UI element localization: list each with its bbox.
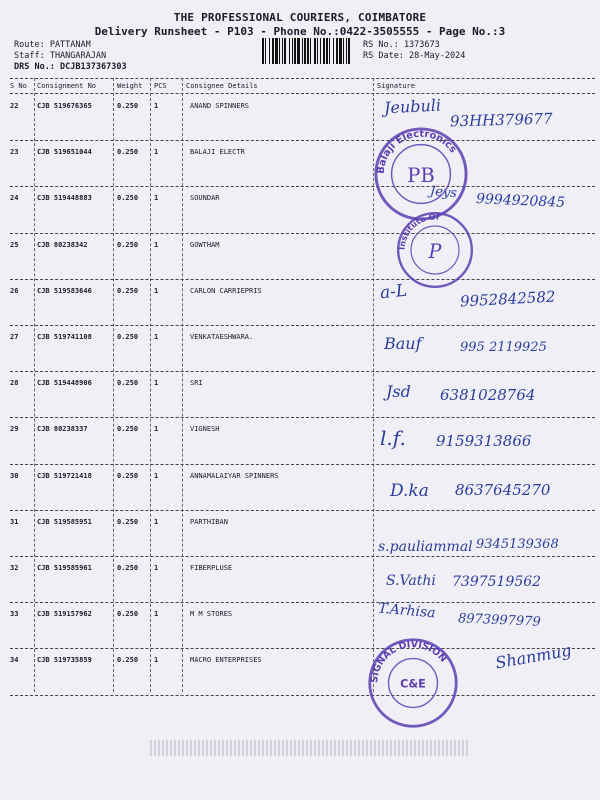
row-divider (10, 325, 595, 326)
row-consignee: SOUNDAR (190, 194, 220, 203)
col-consignee-header: Consignee Details (186, 82, 258, 90)
row-pcs: 1 (154, 425, 159, 434)
row-sno: 22 (10, 102, 19, 110)
handwritten-phone: 8637645270 (455, 480, 551, 499)
row-pcs: 1 (154, 333, 159, 341)
barcode-bar (272, 38, 274, 64)
row-consignee: ANNAMALAIYAR SPINNERS (190, 471, 279, 480)
barcode-bar (297, 38, 300, 64)
signal-division-stamp (366, 636, 460, 730)
row-consignee: SRI (190, 379, 203, 388)
row-weight: 0.250 (117, 194, 139, 203)
row-sno: 27 (10, 333, 19, 341)
row-weight: 0.250 (117, 610, 139, 619)
barcode-bar (320, 38, 321, 64)
row-pcs: 1 (154, 517, 159, 526)
row-pcs: 1 (154, 610, 159, 619)
barcode-bar (269, 38, 270, 64)
row-consignment-no: CJB 519583646 (37, 286, 92, 295)
row-divider (10, 510, 595, 511)
barcode-bar (343, 38, 344, 64)
row-sno: 33 (10, 610, 19, 619)
handwritten-phone: 93HH379677 (449, 109, 553, 131)
barcode-bar (284, 38, 286, 64)
row-divider (10, 602, 595, 603)
handwritten-signature: Jeubuli (383, 95, 442, 118)
row-sno: 28 (10, 379, 19, 388)
row-consignee: PARTHIBAN (190, 517, 228, 526)
route-label: Route: PATTANAM (14, 40, 91, 50)
handwritten-phone: 9159313866 (436, 432, 532, 451)
row-consignment-no: CJB 519676365 (37, 102, 92, 110)
row-divider (10, 371, 595, 372)
row-divider (10, 233, 595, 234)
barcode-bar (282, 38, 283, 64)
row-divider (10, 140, 595, 141)
header-top-rule (10, 78, 595, 79)
barcode-bar (262, 38, 264, 64)
row-consignee: M M STORES (190, 610, 233, 619)
bleed-through-barcode (150, 740, 470, 756)
company-title: THE PROFESSIONAL COURIERS, COIMBATORE (173, 11, 427, 24)
barcode (262, 38, 350, 64)
row-consignment-no: CJB 519585951 (37, 517, 92, 526)
handwritten-signature: D.ka (390, 480, 429, 501)
row-weight: 0.250 (117, 471, 139, 480)
row-pcs: 1 (154, 379, 159, 388)
row-consignment-no: CJB 519448883 (37, 194, 92, 203)
col-pcs-header: PCS (154, 82, 167, 90)
row-pcs: 1 (154, 240, 159, 249)
col-consignment-header: Consignment No (37, 82, 97, 90)
stamp-ring-text: SIGNAL DIVISION (369, 639, 449, 684)
barcode-bar (323, 38, 325, 64)
row-consignment-no: CJB 519721418 (37, 471, 92, 480)
col-signature-header: Signature (377, 82, 415, 90)
row-consignment-no: CJB 519651044 (37, 148, 92, 157)
handwritten-signature: s.pauliammal (378, 538, 473, 555)
row-weight: 0.250 (117, 102, 139, 110)
row-weight: 0.250 (117, 333, 139, 341)
barcode-bar (292, 38, 293, 64)
row-pcs: 1 (154, 102, 159, 110)
barcode-bar (310, 38, 311, 64)
row-divider (10, 186, 595, 187)
row-sno: 26 (10, 286, 19, 295)
row-weight: 0.250 (117, 148, 139, 157)
col-divider (182, 78, 183, 692)
rs-date: RS Date: 28-May-2024 (363, 51, 466, 61)
barcode-bar (265, 38, 266, 64)
row-consignment-no: CJB 519735859 (37, 656, 92, 665)
col-divider (34, 78, 35, 692)
row-pcs: 1 (154, 286, 159, 295)
row-consignment-no: CJB 80238337 (37, 425, 88, 434)
handwritten-phone: 9345139368 (476, 536, 559, 552)
barcode-bar (336, 38, 338, 64)
col-divider (150, 78, 151, 692)
col-sno-header: S No (10, 82, 27, 90)
row-sno: 25 (10, 240, 19, 249)
row-consignee: VENKATAESHWARA. (190, 333, 254, 341)
row-pcs: 1 (154, 471, 159, 480)
handwritten-phone: 7397519562 (452, 574, 542, 590)
barcode-bar (348, 38, 350, 64)
barcode-bar (346, 38, 347, 64)
stamp-ring-text: Balaji Electronics (375, 128, 459, 175)
barcode-bar (294, 38, 296, 64)
runsheet-title: Delivery Runsheet - P103 - Phone No.:0422-3505555 - Page No.:3 (94, 25, 506, 38)
barcode-bar (307, 38, 309, 64)
row-sno: 24 (10, 194, 19, 203)
row-divider (10, 648, 595, 649)
barcode-bar (275, 38, 278, 64)
handwritten-signature: Jeys (429, 184, 458, 202)
handwritten-signature: l.f. (380, 426, 406, 451)
row-consignment-no: CJB 80238342 (37, 240, 88, 249)
barcode-bar (289, 38, 290, 64)
row-weight: 0.250 (117, 240, 139, 249)
row-consignee: FIBERPLUSE (190, 564, 233, 572)
col-divider (113, 78, 114, 692)
row-consignment-no: CJB 519741108 (37, 333, 92, 341)
row-sno: 30 (10, 471, 19, 480)
row-consignment-no: CJB 519157962 (37, 610, 92, 619)
row-divider (10, 556, 595, 557)
barcode-bar (329, 38, 330, 64)
handwritten-signature: a-L (379, 280, 409, 304)
row-consignee: GOWTHAM (190, 240, 220, 249)
handwritten-signature: S.Vathi (386, 573, 436, 589)
row-pcs: 1 (154, 656, 159, 665)
handwritten-signature: Bauf (384, 334, 422, 353)
row-sno: 32 (10, 564, 19, 572)
stamp-center-text: P (428, 240, 442, 263)
row-divider (10, 279, 595, 280)
stamp-ring-text: Institute Of (397, 212, 440, 251)
rs-number: RS No.: 1373673 (363, 40, 440, 50)
row-weight: 0.250 (117, 286, 139, 295)
barcode-bar (317, 38, 318, 64)
col-weight-header: Weight (117, 82, 143, 90)
row-sno: 23 (10, 148, 19, 157)
barcode-bar (304, 38, 306, 64)
row-sno: 34 (10, 656, 19, 665)
row-consignment-no: CJB 519585961 (37, 564, 92, 572)
drs-number: DRS No.: DCJB137367303 (14, 62, 127, 72)
row-consignment-no: CJB 519448906 (37, 379, 92, 388)
handwritten-phone: 8973997979 (457, 611, 542, 630)
row-weight: 0.250 (117, 517, 139, 526)
handwritten-signature: T.Arhisa (377, 600, 437, 622)
balaji-electronics-stamp (372, 125, 470, 223)
header-bottom-rule (10, 93, 595, 94)
row-pcs: 1 (154, 194, 159, 203)
row-consignee: ANAND SPINNERS (190, 102, 250, 110)
barcode-bar (314, 38, 316, 64)
row-consignee: CARLON CARRIEPRIS (190, 286, 262, 295)
row-weight: 0.250 (117, 379, 139, 388)
row-sno: 31 (10, 517, 19, 526)
stamp-center-text: PB (407, 163, 435, 187)
staff-label: Staff: THANGARAJAN (14, 51, 107, 61)
row-pcs: 1 (154, 564, 159, 572)
row-consignee: VIGNESH (190, 425, 220, 434)
row-pcs: 1 (154, 148, 159, 157)
barcode-bar (279, 38, 280, 64)
row-sno: 29 (10, 425, 19, 434)
row-weight: 0.250 (117, 425, 139, 434)
row-weight: 0.250 (117, 564, 139, 572)
handwritten-phone: 9952842582 (459, 287, 556, 311)
row-consignee: MACRO ENTERPRISES (190, 656, 262, 665)
handwritten-phone: 995 2119925 (460, 340, 547, 355)
handwritten-signature: Shanmug (493, 640, 573, 673)
row-divider (10, 464, 595, 465)
row-weight: 0.250 (117, 656, 139, 665)
handwritten-phone: 6381028764 (440, 386, 536, 405)
institute-stamp (395, 210, 475, 290)
barcode-bar (339, 38, 342, 64)
stamp-center-text: C&E (400, 677, 426, 691)
barcode-bar (326, 38, 328, 64)
handwritten-phone: 9994920845 (475, 191, 566, 212)
handwritten-signature: Jsd (386, 382, 411, 402)
row-consignee: BALAJI ELECTR (190, 148, 245, 157)
row-divider (10, 417, 595, 418)
barcode-bar (333, 38, 334, 64)
barcode-bar (302, 38, 303, 64)
row-divider (10, 695, 595, 696)
